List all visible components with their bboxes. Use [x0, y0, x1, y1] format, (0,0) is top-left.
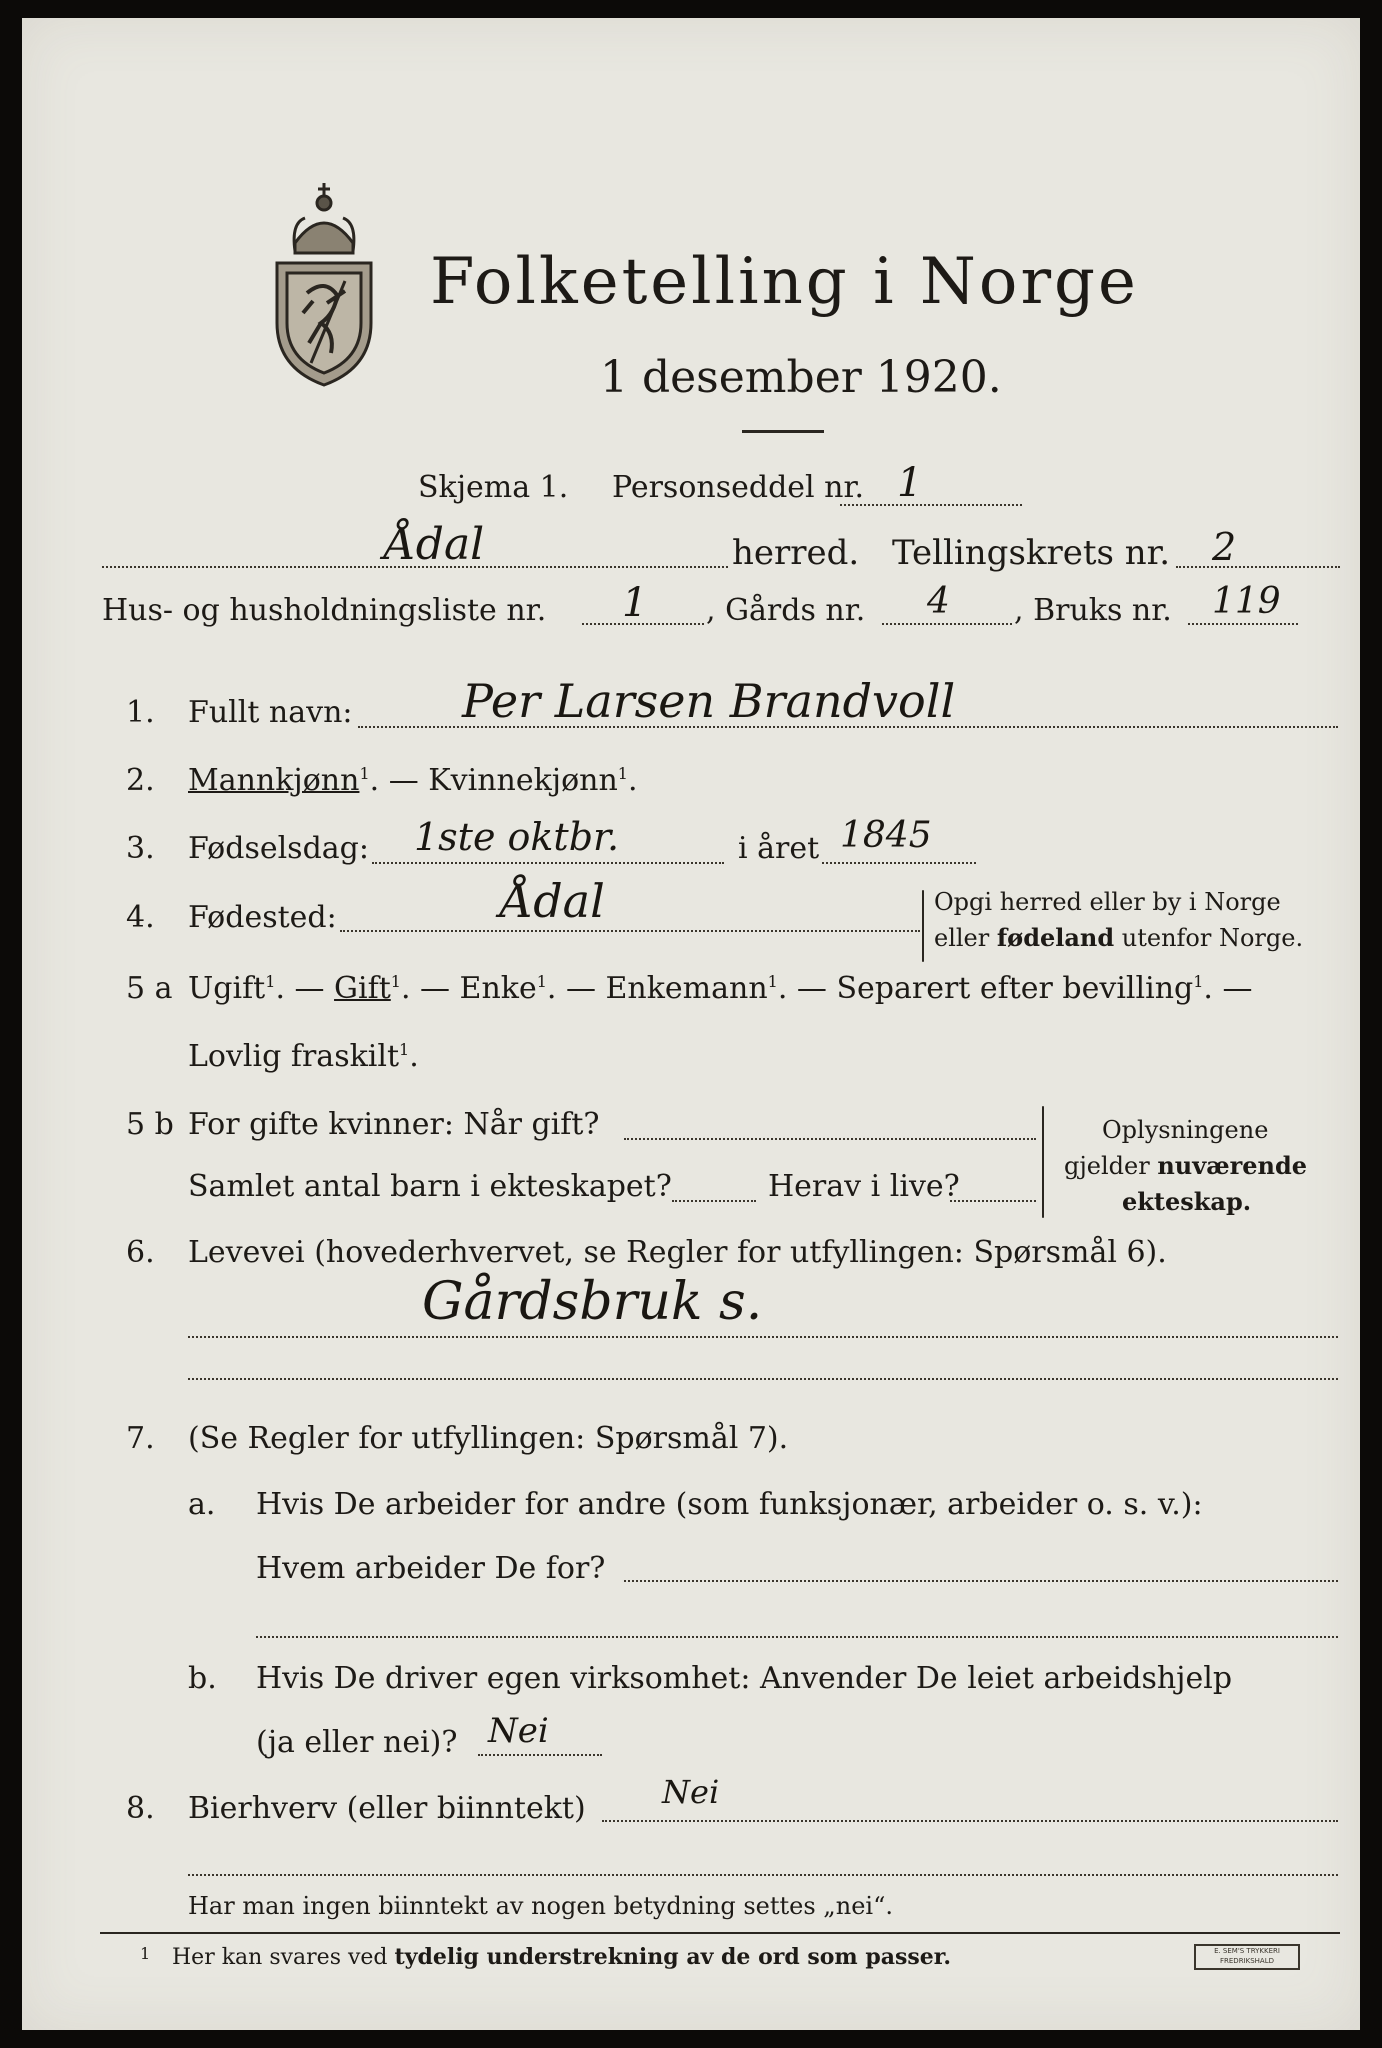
- option-separert[interactable]: . — Separert efter bevilling: [777, 971, 1194, 1006]
- q5b-alive-field[interactable]: [950, 1200, 1036, 1202]
- q7-label: (Se Regler for utfyllingen: Spørsmål 7).: [188, 1421, 789, 1456]
- q2-male-option[interactable]: Mannkjønn: [188, 763, 360, 798]
- q8-extra-line[interactable]: [188, 1874, 1338, 1876]
- form-title: Folketelling i Norge: [430, 245, 1139, 319]
- census-date: 1 desember 1920.: [600, 352, 1002, 403]
- q2-sex-options: Mannkjønn$^1$. — Kvinnekjønn$^1$.: [188, 763, 638, 798]
- q6-occupation-value[interactable]: Gårdsbruk s.: [422, 1272, 763, 1332]
- personseddel-value[interactable]: 1: [897, 460, 923, 506]
- q3-year-label: i året: [738, 831, 820, 866]
- husliste-value[interactable]: 1: [622, 580, 648, 626]
- q3-year-value[interactable]: 1845: [840, 815, 932, 856]
- q5b-note-line1: Oplysningene: [1102, 1116, 1269, 1144]
- q6-label: Levevei (hovederhvervet, se Regler for utfyllingen: Spørsmål 6).: [188, 1235, 1167, 1270]
- husliste-label: Hus- og husholdningsliste nr.: [102, 593, 547, 628]
- gards-value[interactable]: 4: [927, 581, 950, 622]
- q4-label: Fødested:: [188, 900, 337, 935]
- bruks-label: , Bruks nr.: [1014, 593, 1172, 628]
- q7b-label: Hvis De driver egen virksomhet: Anvender De leiet arbeidshjelp: [256, 1661, 1233, 1696]
- skjema-label: Skjema 1.: [418, 470, 569, 505]
- bruks-value[interactable]: 119: [1212, 581, 1281, 622]
- option-enke[interactable]: . — Enke: [400, 971, 537, 1006]
- printer-stamp: E. SEM'S TRYKKERI FREDRIKSHALD: [1194, 1944, 1300, 1970]
- footnote-rule: [100, 1932, 1340, 1934]
- q1-number: 1.: [126, 695, 155, 730]
- q5b-children-label: Samlet antal barn i ekteskapet?: [188, 1169, 672, 1204]
- footnote-text: Her kan svares ved tydelig understrekning av de ord som passer.: [172, 1944, 952, 1970]
- q5a-number: 5 a: [126, 971, 173, 1006]
- q4-note-line1: Opgi herred eller by i Norge: [934, 888, 1281, 916]
- title-rule: [742, 430, 824, 433]
- q8-number: 8.: [126, 1791, 155, 1826]
- q1-label: Fullt navn:: [188, 695, 353, 730]
- option-ugift[interactable]: Ugift: [188, 971, 266, 1006]
- gards-label: , Gårds nr.: [706, 593, 866, 628]
- q6-extra-line[interactable]: [188, 1378, 1338, 1380]
- q5b-alive-label: Herav i live?: [768, 1169, 960, 1204]
- q7b-hired-help-label: (ja eller nei)?: [256, 1725, 458, 1760]
- q5b-number: 5 b: [126, 1107, 174, 1142]
- q5b-note-line2: gjelder nuværende: [1064, 1151, 1308, 1180]
- coat-of-arms-icon: [265, 173, 383, 388]
- herred-label: herred.: [732, 533, 860, 573]
- q7a-label: Hvis De arbeider for andre (som funksjonær, arbeider o. s. v.):: [256, 1487, 1203, 1522]
- q4-birthplace-value[interactable]: Ådal: [500, 874, 605, 928]
- q5a-marital-options: Ugift$^1$. — Gift$^1$. — Enke$^1$. — Enkemann$^1$. — Separert efter bevilling$^1$. —: [188, 971, 1253, 1006]
- footnote-mark: 1: [140, 1944, 151, 1963]
- census-form-page: [22, 18, 1360, 2030]
- option-enkemann[interactable]: . — Enkemann: [546, 971, 768, 1006]
- tellingskrets-label: Tellingskrets nr.: [892, 533, 1171, 573]
- q4-number: 4.: [126, 900, 155, 935]
- q2-female-option[interactable]: . — Kvinnekjønn: [369, 763, 618, 798]
- option-gift[interactable]: Gift: [334, 971, 391, 1006]
- q7b-letter: b.: [188, 1661, 217, 1696]
- q5b-children-field[interactable]: [672, 1200, 756, 1202]
- tellingskrets-value[interactable]: 2: [1212, 525, 1237, 569]
- personseddel-label: Personseddel nr.: [612, 470, 865, 505]
- q5b-when-married-field[interactable]: [624, 1138, 1036, 1140]
- q5b-when-married-label: For gifte kvinner: Når gift?: [188, 1107, 600, 1142]
- option-fraskilt[interactable]: Lovlig fraskilt$^1$.: [188, 1039, 419, 1074]
- q7-number: 7.: [126, 1421, 155, 1456]
- q7a-employer-label: Hvem arbeider De for?: [256, 1551, 606, 1586]
- q2-number: 2.: [126, 763, 155, 798]
- q3-label: Fødselsdag:: [188, 831, 369, 866]
- q3-birthdate-value[interactable]: 1ste oktbr.: [414, 815, 620, 859]
- q8-label: Bierhverv (eller biinntekt): [188, 1791, 586, 1826]
- side-income-note: Har man ingen biinntekt av nogen betydning settes „nei“.: [188, 1892, 893, 1920]
- q7a-employer-field[interactable]: [624, 1580, 1338, 1582]
- q6-number: 6.: [126, 1235, 155, 1270]
- q7b-hired-help-value[interactable]: Nei: [488, 1711, 549, 1751]
- q5b-note-line3: ekteskap.: [1122, 1187, 1252, 1216]
- herred-value[interactable]: Ådal: [384, 519, 485, 570]
- q1-full-name-value[interactable]: Per Larsen Brandvoll: [462, 674, 956, 728]
- q3-number: 3.: [126, 831, 155, 866]
- q4-note-line2: eller fødeland utenfor Norge.: [934, 923, 1304, 952]
- q8-side-income-value[interactable]: Nei: [662, 1773, 720, 1811]
- q7a-extra-line[interactable]: [256, 1636, 1338, 1638]
- q7a-letter: a.: [188, 1487, 216, 1522]
